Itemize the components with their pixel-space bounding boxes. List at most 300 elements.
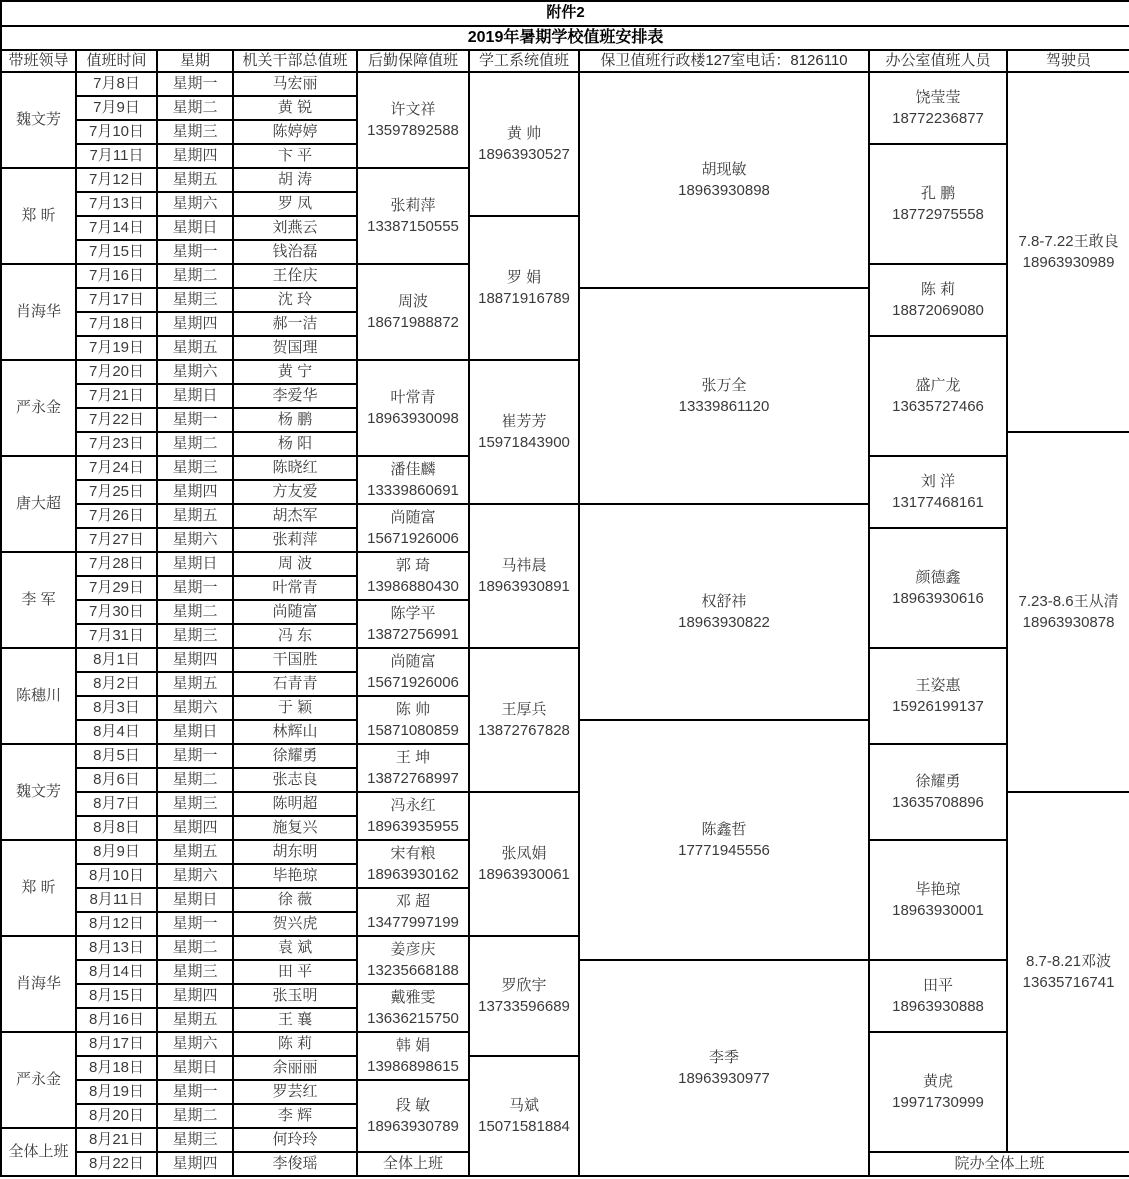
office-cell — [869, 648, 1007, 744]
table-row — [1, 648, 1129, 672]
weekday-cell: 星期一 — [157, 408, 233, 432]
date-cell: 7月19日 — [76, 336, 157, 360]
person-name: 韩 娟 — [395, 1036, 431, 1054]
cadre-cell: 胡东明 — [233, 840, 357, 864]
student-cell — [469, 792, 579, 936]
cadre-cell: 何玲玲 — [233, 1128, 357, 1152]
person-name: 颜德鑫 — [915, 568, 961, 586]
phone-number: 18963930888 — [892, 997, 984, 1015]
person-name: 8.7-8.21邓波 — [1026, 952, 1112, 970]
person-name: 全体上班 — [382, 1155, 443, 1173]
leader-cell: 严永金 — [1, 360, 76, 456]
security-cell — [579, 960, 869, 1176]
security-cell — [579, 288, 869, 504]
phone-number: 15926199137 — [892, 697, 984, 715]
date-cell: 7月8日 — [76, 72, 157, 96]
leader-cell: 李 军 — [1, 552, 76, 648]
weekday-cell: 星期一 — [157, 72, 233, 96]
cadre-cell: 刘燕云 — [233, 216, 357, 240]
office-cell — [869, 840, 1007, 960]
person-name: 宋有粮 — [390, 844, 436, 862]
logistics-cell — [357, 792, 469, 840]
cadre-cell: 林辉山 — [233, 720, 357, 744]
phone-number: 13339860691 — [367, 481, 459, 499]
col-header-cadre: 机关干部总值班 — [233, 50, 357, 72]
date-cell: 7月10日 — [76, 120, 157, 144]
person-name: 7.8-7.22王敢良 — [1018, 232, 1119, 250]
weekday-cell: 星期二 — [157, 600, 233, 624]
cadre-cell: 张志良 — [233, 768, 357, 792]
leader-cell: 肖海华 — [1, 264, 76, 360]
phone-number: 13872756991 — [367, 625, 459, 643]
office-cell — [869, 1032, 1007, 1152]
logistics-cell — [357, 1032, 469, 1080]
security-cell — [579, 72, 869, 288]
date-cell: 8月20日 — [76, 1104, 157, 1128]
cadre-cell: 方友爱 — [233, 480, 357, 504]
date-cell: 7月23日 — [76, 432, 157, 456]
cadre-cell: 李爱华 — [233, 384, 357, 408]
cadre-cell: 徐耀勇 — [233, 744, 357, 768]
phone-number: 13635727466 — [892, 397, 984, 415]
weekday-cell: 星期日 — [157, 1056, 233, 1080]
phone-number: 15871080859 — [367, 721, 459, 739]
phone-number: 18963930878 — [1022, 613, 1115, 631]
person-name: 罗 娟 — [506, 268, 542, 286]
phone-number: 13477997199 — [367, 913, 459, 931]
person-name: 孔 鹏 — [920, 184, 956, 202]
date-cell: 7月18日 — [76, 312, 157, 336]
date-cell: 8月11日 — [76, 888, 157, 912]
weekday-cell: 星期四 — [157, 480, 233, 504]
date-cell: 8月19日 — [76, 1080, 157, 1104]
weekday-cell: 星期五 — [157, 168, 233, 192]
col-header-date: 值班时间 — [76, 50, 157, 72]
leader-cell: 郑 昕 — [1, 168, 76, 264]
person-name: 王 坤 — [395, 748, 431, 766]
phone-number: 18963930061 — [478, 865, 570, 883]
table-row — [1, 72, 1129, 96]
cadre-cell: 李俊瑶 — [233, 1152, 357, 1176]
phone-number: 18963930977 — [678, 1069, 770, 1087]
cadre-cell: 郝一洁 — [233, 312, 357, 336]
logistics-cell — [357, 456, 469, 504]
col-header-driver: 驾驶员 — [1007, 50, 1129, 72]
weekday-cell: 星期一 — [157, 576, 233, 600]
logistics-cell — [357, 744, 469, 792]
date-cell: 8月22日 — [76, 1152, 157, 1176]
weekday-cell: 星期二 — [157, 936, 233, 960]
cadre-cell: 陈晓红 — [233, 456, 357, 480]
person-name: 院办全体上班 — [954, 1155, 1045, 1173]
person-name: 陈鑫哲 — [701, 820, 747, 838]
cadre-cell: 周 波 — [233, 552, 357, 576]
weekday-cell: 星期四 — [157, 144, 233, 168]
cadre-cell: 黄 锐 — [233, 96, 357, 120]
office-cell — [869, 744, 1007, 840]
weekday-cell: 星期六 — [157, 864, 233, 888]
phone-number: 13986880430 — [367, 577, 459, 595]
phone-number: 18772236877 — [892, 109, 984, 127]
col-header-logistics: 后勤保障值班 — [357, 50, 469, 72]
leader-cell: 陈穗川 — [1, 648, 76, 744]
weekday-cell: 星期五 — [157, 840, 233, 864]
cadre-cell: 张玉明 — [233, 984, 357, 1008]
person-name: 段 敏 — [395, 1096, 431, 1114]
phone-number: 15071581884 — [478, 1117, 570, 1135]
person-name: 盛广龙 — [915, 376, 961, 394]
student-cell — [469, 72, 579, 216]
phone-number: 18963930898 — [678, 181, 770, 199]
weekday-cell: 星期五 — [157, 1008, 233, 1032]
student-cell — [469, 648, 579, 792]
person-name: 姜彦庆 — [390, 940, 436, 958]
weekday-cell: 星期日 — [157, 384, 233, 408]
leader-cell: 全体上班 — [1, 1128, 76, 1176]
logistics-cell — [357, 696, 469, 744]
date-cell: 8月3日 — [76, 696, 157, 720]
col-header-student: 学工系统值班 — [469, 50, 579, 72]
logistics-cell — [357, 840, 469, 888]
weekday-cell: 星期一 — [157, 744, 233, 768]
person-name: 邓 超 — [395, 892, 431, 910]
cadre-cell: 石青青 — [233, 672, 357, 696]
cadre-cell: 王佺庆 — [233, 264, 357, 288]
person-name: 戴雅雯 — [390, 988, 436, 1006]
logistics-cell — [357, 600, 469, 648]
col-header-leader: 带班领导 — [1, 50, 76, 72]
leader-cell: 郑 昕 — [1, 840, 76, 936]
person-name: 黄虎 — [922, 1072, 953, 1090]
cadre-cell: 贺国理 — [233, 336, 357, 360]
leader-cell: 魏文芳 — [1, 72, 76, 168]
logistics-cell — [357, 72, 469, 168]
weekday-cell: 星期二 — [157, 768, 233, 792]
leader-cell: 魏文芳 — [1, 744, 76, 840]
office-cell — [869, 456, 1007, 528]
phone-number: 13733596689 — [478, 997, 570, 1015]
logistics-cell — [357, 936, 469, 984]
date-cell: 8月6日 — [76, 768, 157, 792]
cadre-cell: 干国胜 — [233, 648, 357, 672]
person-name: 崔芳芳 — [501, 412, 547, 430]
office-cell — [869, 264, 1007, 336]
phone-number: 13597892588 — [367, 121, 459, 139]
cadre-cell: 李 辉 — [233, 1104, 357, 1128]
cadre-cell: 袁 斌 — [233, 936, 357, 960]
date-cell: 8月18日 — [76, 1056, 157, 1080]
date-cell: 7月22日 — [76, 408, 157, 432]
weekday-cell: 星期三 — [157, 120, 233, 144]
date-cell: 7月17日 — [76, 288, 157, 312]
person-name: 尚随富 — [390, 652, 436, 670]
student-cell — [469, 216, 579, 360]
phone-number: 18963930162 — [367, 865, 459, 883]
phone-number: 18963930098 — [367, 409, 459, 427]
date-cell: 7月13日 — [76, 192, 157, 216]
weekday-cell: 星期三 — [157, 456, 233, 480]
cadre-cell: 张莉萍 — [233, 528, 357, 552]
date-cell: 8月12日 — [76, 912, 157, 936]
office-cell — [869, 72, 1007, 144]
date-cell: 8月2日 — [76, 672, 157, 696]
person-name: 尚随富 — [390, 508, 436, 526]
schedule-body — [1, 72, 1129, 1176]
person-name: 许文祥 — [390, 100, 436, 118]
weekday-cell: 星期三 — [157, 792, 233, 816]
weekday-cell: 星期日 — [157, 552, 233, 576]
phone-number: 18772975558 — [892, 205, 984, 223]
date-cell: 8月13日 — [76, 936, 157, 960]
weekday-cell: 星期六 — [157, 360, 233, 384]
person-name: 罗欣宇 — [501, 976, 547, 994]
person-name: 毕艳琼 — [915, 880, 961, 898]
cadre-cell: 沈 玲 — [233, 288, 357, 312]
logistics-cell — [357, 888, 469, 936]
weekday-cell: 星期四 — [157, 984, 233, 1008]
date-cell: 7月27日 — [76, 528, 157, 552]
logistics-cell — [357, 264, 469, 360]
phone-number: 18963930616 — [892, 589, 984, 607]
phone-number: 18963930527 — [478, 145, 570, 163]
cadre-cell: 胡杰军 — [233, 504, 357, 528]
cadre-cell: 卞 平 — [233, 144, 357, 168]
weekday-cell: 星期一 — [157, 912, 233, 936]
logistics-cell — [357, 1080, 469, 1152]
leader-cell: 肖海华 — [1, 936, 76, 1032]
person-name: 徐耀勇 — [915, 772, 961, 790]
date-cell: 8月15日 — [76, 984, 157, 1008]
date-cell: 7月29日 — [76, 576, 157, 600]
person-name: 叶常青 — [390, 388, 436, 406]
person-name: 陈学平 — [390, 604, 436, 622]
driver-cell — [1007, 432, 1129, 792]
date-cell: 7月11日 — [76, 144, 157, 168]
driver-cell — [1007, 792, 1129, 1152]
phone-number: 18963935955 — [367, 817, 459, 835]
date-cell: 8月1日 — [76, 648, 157, 672]
weekday-cell: 星期五 — [157, 672, 233, 696]
person-name: 马祎晨 — [501, 556, 547, 574]
student-cell — [469, 504, 579, 648]
leader-cell: 严永金 — [1, 1032, 76, 1128]
phone-number: 13387150555 — [367, 217, 459, 235]
phone-number: 13635708896 — [892, 793, 984, 811]
date-cell: 8月9日 — [76, 840, 157, 864]
student-cell — [469, 1056, 579, 1176]
date-cell: 7月12日 — [76, 168, 157, 192]
date-cell: 7月30日 — [76, 600, 157, 624]
phone-number: 17771945556 — [678, 841, 770, 859]
phone-number: 18871916789 — [478, 289, 570, 307]
person-name: 潘佳麟 — [390, 460, 436, 478]
weekday-cell: 星期五 — [157, 336, 233, 360]
cadre-cell: 王 襄 — [233, 1008, 357, 1032]
weekday-cell: 星期日 — [157, 720, 233, 744]
col-header-office: 办公室值班人员 — [869, 50, 1007, 72]
weekday-cell: 星期日 — [157, 216, 233, 240]
cadre-cell: 田 平 — [233, 960, 357, 984]
weekday-cell: 星期四 — [157, 648, 233, 672]
logistics-cell — [357, 360, 469, 456]
person-name: 权舒祎 — [701, 592, 747, 610]
weekday-cell: 星期二 — [157, 264, 233, 288]
col-header-security: 保卫值班行政楼127室电话：8126110 — [579, 50, 869, 72]
logistics-cell — [357, 504, 469, 552]
phone-number: 13635716741 — [1022, 973, 1115, 991]
weekday-cell: 星期五 — [157, 504, 233, 528]
weekday-cell: 星期二 — [157, 1104, 233, 1128]
cadre-cell: 胡 涛 — [233, 168, 357, 192]
cadre-cell: 冯 东 — [233, 624, 357, 648]
date-cell: 8月21日 — [76, 1128, 157, 1152]
date-cell: 8月7日 — [76, 792, 157, 816]
weekday-cell: 星期三 — [157, 288, 233, 312]
weekday-cell: 星期三 — [157, 1128, 233, 1152]
cadre-cell: 杨 阳 — [233, 432, 357, 456]
weekday-cell: 星期四 — [157, 1152, 233, 1176]
cadre-cell: 贺兴虎 — [233, 912, 357, 936]
logistics-cell — [357, 1152, 469, 1176]
person-name: 张凤娟 — [501, 844, 547, 862]
date-cell: 8月8日 — [76, 816, 157, 840]
date-cell: 8月16日 — [76, 1008, 157, 1032]
office-cell — [869, 528, 1007, 648]
phone-number: 18963930001 — [892, 901, 984, 919]
date-cell: 7月24日 — [76, 456, 157, 480]
phone-number: 18963930789 — [367, 1117, 459, 1135]
logistics-cell — [357, 984, 469, 1032]
weekday-cell: 星期六 — [157, 1032, 233, 1056]
cadre-cell: 陈婷婷 — [233, 120, 357, 144]
weekday-cell: 星期二 — [157, 432, 233, 456]
phone-number: 13986898615 — [367, 1057, 459, 1075]
phone-number: 18872069080 — [892, 301, 984, 319]
cadre-cell: 陈明超 — [233, 792, 357, 816]
cadre-cell: 毕艳琼 — [233, 864, 357, 888]
person-name: 黄 帅 — [506, 124, 542, 142]
driver-cell — [1007, 72, 1129, 432]
person-name: 张莉萍 — [390, 196, 436, 214]
office-cell — [869, 336, 1007, 456]
office-cell — [869, 960, 1007, 1032]
office-cell — [869, 144, 1007, 264]
cadre-cell: 叶常青 — [233, 576, 357, 600]
cadre-cell: 施复兴 — [233, 816, 357, 840]
cadre-cell: 于 颖 — [233, 696, 357, 720]
date-cell: 8月17日 — [76, 1032, 157, 1056]
phone-number: 13235668188 — [367, 961, 459, 979]
cadre-cell: 尚随富 — [233, 600, 357, 624]
phone-number: 15971843900 — [478, 433, 570, 451]
date-cell: 8月5日 — [76, 744, 157, 768]
weekday-cell: 星期四 — [157, 312, 233, 336]
logistics-cell — [357, 552, 469, 600]
weekday-cell: 星期四 — [157, 816, 233, 840]
student-cell — [469, 936, 579, 1056]
person-name: 马斌 — [508, 1096, 539, 1114]
person-name: 田平 — [922, 976, 953, 994]
office-cell — [869, 1152, 1129, 1176]
phone-number: 18963930891 — [478, 577, 570, 595]
phone-number: 15671926006 — [367, 673, 459, 691]
date-cell: 7月25日 — [76, 480, 157, 504]
cadre-cell: 杨 鹏 — [233, 408, 357, 432]
leader-cell: 唐大超 — [1, 456, 76, 552]
weekday-cell: 星期六 — [157, 192, 233, 216]
weekday-cell: 星期六 — [157, 696, 233, 720]
person-name: 陈 帅 — [395, 700, 431, 718]
cadre-cell: 罗芸红 — [233, 1080, 357, 1104]
security-cell — [579, 504, 869, 720]
person-name: 张万全 — [701, 376, 747, 394]
cadre-cell: 余丽丽 — [233, 1056, 357, 1080]
cadre-cell: 陈 莉 — [233, 1032, 357, 1056]
cadre-cell: 黄 宁 — [233, 360, 357, 384]
attachment-label: 附件2 — [1, 1, 1129, 26]
cadre-cell: 钱治磊 — [233, 240, 357, 264]
phone-number: 18671988872 — [367, 313, 459, 331]
person-name: 郭 琦 — [395, 556, 431, 574]
date-cell: 7月14日 — [76, 216, 157, 240]
cadre-cell: 罗 凤 — [233, 192, 357, 216]
phone-number: 13339861120 — [678, 397, 770, 415]
person-name: 周波 — [397, 292, 428, 310]
person-name: 王厚兵 — [501, 700, 547, 718]
date-cell: 8月10日 — [76, 864, 157, 888]
date-cell: 7月9日 — [76, 96, 157, 120]
weekday-cell: 星期一 — [157, 240, 233, 264]
weekday-cell: 星期三 — [157, 960, 233, 984]
phone-number: 13872768997 — [367, 769, 459, 787]
person-name: 王姿惠 — [915, 676, 961, 694]
person-name: 7.23-8.6王从清 — [1018, 592, 1119, 610]
phone-number: 13872767828 — [478, 721, 570, 739]
col-header-weekday: 星期 — [157, 50, 233, 72]
cadre-cell: 徐 薇 — [233, 888, 357, 912]
cadre-cell: 马宏丽 — [233, 72, 357, 96]
phone-number: 15671926006 — [367, 529, 459, 547]
weekday-cell: 星期日 — [157, 888, 233, 912]
weekday-cell: 星期二 — [157, 96, 233, 120]
date-cell: 8月4日 — [76, 720, 157, 744]
weekday-cell: 星期三 — [157, 624, 233, 648]
date-cell: 8月14日 — [76, 960, 157, 984]
date-cell: 7月16日 — [76, 264, 157, 288]
logistics-cell — [357, 168, 469, 264]
table-title: 2019年暑期学校值班安排表 — [1, 26, 1129, 50]
date-cell: 7月15日 — [76, 240, 157, 264]
date-cell: 7月31日 — [76, 624, 157, 648]
logistics-cell — [357, 648, 469, 696]
person-name: 陈 莉 — [920, 280, 956, 298]
date-cell: 7月21日 — [76, 384, 157, 408]
phone-number: 19971730999 — [892, 1093, 984, 1111]
phone-number: 13636215750 — [367, 1009, 459, 1027]
phone-number: 18963930822 — [678, 613, 770, 631]
person-name: 胡现敏 — [701, 160, 747, 178]
person-name: 冯永红 — [390, 796, 436, 814]
security-cell — [579, 720, 869, 960]
date-cell: 7月26日 — [76, 504, 157, 528]
person-name: 刘 洋 — [920, 472, 956, 490]
weekday-cell: 星期一 — [157, 1080, 233, 1104]
student-cell — [469, 360, 579, 504]
date-cell: 7月20日 — [76, 360, 157, 384]
date-cell: 7月28日 — [76, 552, 157, 576]
person-name: 饶莹莹 — [915, 88, 961, 106]
phone-number: 18963930989 — [1022, 253, 1115, 271]
